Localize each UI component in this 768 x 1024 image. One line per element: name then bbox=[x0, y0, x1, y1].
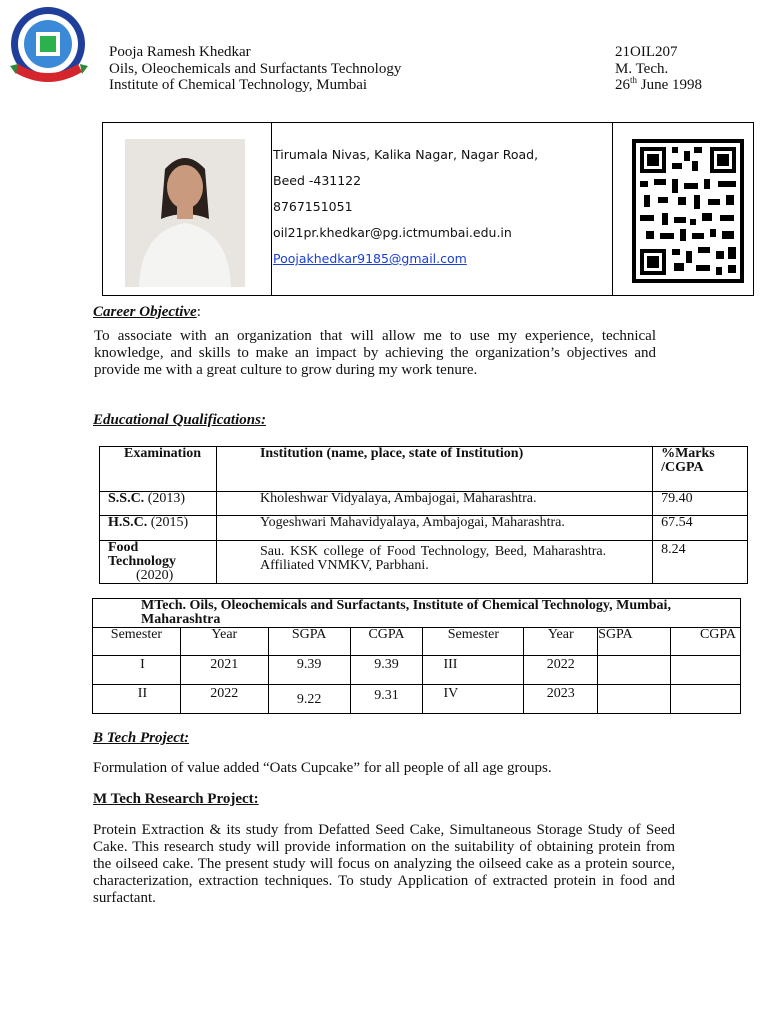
mtech-grades-table bbox=[92, 598, 741, 714]
department: Oils, Oleochemicals and Surfactants Technology bbox=[109, 60, 402, 77]
col-examination: Examination bbox=[100, 447, 217, 492]
profile-photo bbox=[125, 139, 245, 287]
header-right bbox=[615, 44, 702, 94]
contact-box bbox=[102, 122, 754, 296]
education-heading: Educational Qualifications: bbox=[93, 412, 266, 428]
col-institution: Institution (name, place, state of Institution) bbox=[216, 447, 652, 492]
btech-project-heading: B Tech Project: bbox=[93, 730, 190, 746]
institute-logo bbox=[8, 6, 90, 92]
institute-email: oil21pr.khedkar@pg.ictmumbai.edu.in bbox=[273, 225, 512, 240]
mtech-title-row bbox=[93, 599, 741, 628]
table-row: S.S.C. (2013) Kholeshwar Vidyalaya, Ambajogai, Maharashtra. 79.40 bbox=[100, 492, 748, 516]
candidate-name: Pooja Ramesh Khedkar bbox=[109, 44, 251, 60]
mtech-title: MTech. Oils, Oleochemicals and Surfactants, Institute of Chemical Technology, Mumbai, Maharashtra bbox=[93, 599, 741, 628]
address-line-2: Beed -431122 bbox=[273, 173, 362, 188]
btech-project-text: Formulation of value added “Oats Cupcake” for all people of all age groups. bbox=[93, 760, 552, 776]
contact-details bbox=[273, 147, 538, 277]
roll-number: 21OIL207 bbox=[615, 44, 678, 60]
degree: M. Tech. bbox=[615, 60, 669, 77]
col-marks: %Marks /CGPA bbox=[653, 447, 748, 492]
education-table bbox=[99, 446, 748, 584]
education-header-row bbox=[100, 447, 748, 492]
table-row: II 2022 9.22 9.31 IV 2023 bbox=[93, 685, 741, 714]
personal-email-link[interactable]: Poojakhedkar9185@gmail.com bbox=[273, 251, 467, 266]
mtech-project-heading: M Tech Research Project: bbox=[93, 791, 259, 807]
phone-number: 8767151051 bbox=[273, 199, 353, 214]
table-row: I 2021 9.39 9.39 III 2022 bbox=[93, 656, 741, 685]
date-of-birth: 26th June 1998 bbox=[615, 75, 703, 93]
career-objective-text: To associate with an organization that will allow me to use my experience, technical knowledge, and skills to make an impact by achieving the organization’s objectives and provide me with a great culture to grow during my work tenure. bbox=[94, 328, 656, 378]
qr-code bbox=[632, 139, 744, 283]
mtech-header-row: Semester Year SGPA CGPA Semester Year SGPA CGPA bbox=[93, 628, 741, 656]
table-row: Food Technology (2020) Sau. KSK college of Food Technology, Beed, Maharashtra. Affiliated VNMKV, Parbhani. 8.24 bbox=[100, 541, 748, 584]
institute-name: Institute of Chemical Technology, Mumbai bbox=[109, 77, 368, 93]
header-left bbox=[109, 44, 401, 94]
mtech-project-text: Protein Extraction & its study from Defatted Seed Cake, Simultaneous Storage Study of Seed Cake. This research study will provide information on the suitability of obtaining protein from the oilseed cake. The present study will focus on analyzing the oilseed cake as a protein source, characterization, extraction techniques. To study Application of extracted protein in food and surfactant. bbox=[93, 822, 675, 906]
table-row: H.S.C. (2015) Yogeshwari Mahavidyalaya, Ambajogai, Maharashtra. 67.54 bbox=[100, 516, 748, 541]
career-objective-heading: Career Objective: bbox=[93, 304, 201, 320]
address-line-1: Tirumala Nivas, Kalika Nagar, Nagar Road, bbox=[273, 147, 539, 162]
